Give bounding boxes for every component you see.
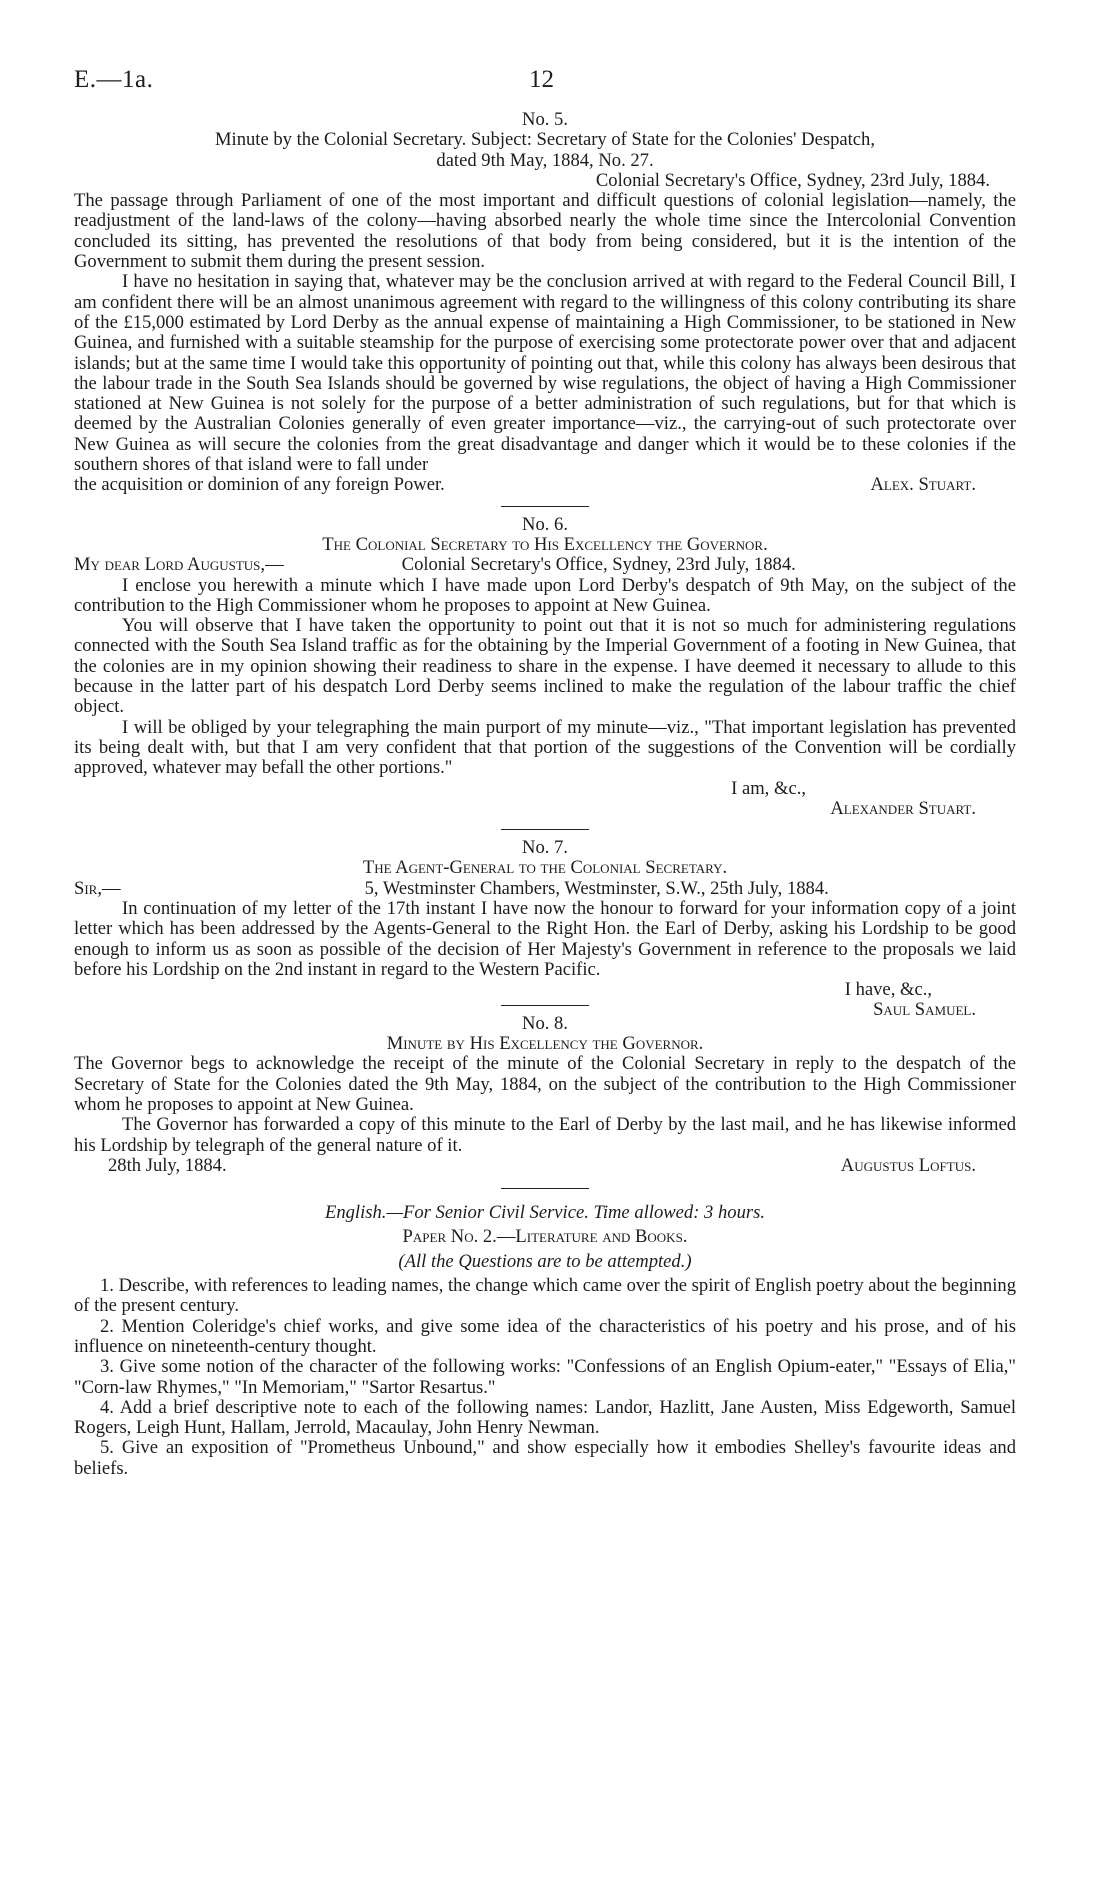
place-date: Colonial Secretary's Office, Sydney, 23rd July, 1884.	[595, 169, 990, 191]
signature: Alex. Stuart.	[870, 474, 976, 496]
item-heading: Minute by His Excellency the Governor.	[386, 1033, 704, 1055]
paragraph: I enclose you herewith a minute which I have made upon Lord Derby's despatch of 9th May, on the subject of the contribution to the High Commissioner whom he proposes to appoint at New Guinea.	[74, 574, 1016, 616]
paragraph: The Governor has forwarded a copy of this minute to the Earl of Derby by the last mail, and he has likewise informed his Lordship by telegraph of the general nature of it.	[74, 1114, 1016, 1156]
item-heading: The Agent-General to the Colonial Secretary.	[362, 857, 728, 879]
exam-question: 2. Mention Coleridge's chief works, and give some idea of the characteristics of his poetry and his prose, and of his influence on nineteenth-century thought.	[74, 1315, 1016, 1357]
exam-paper-title: Paper No. 2.—Literature and Books.	[402, 1226, 688, 1248]
item-number: No. 7.	[522, 837, 568, 859]
salutation: Sir,—	[74, 877, 121, 899]
exam-title: English.—For Senior Civil Service. Time allowed: 3 hours.	[324, 1202, 766, 1224]
item-number: No. 5.	[522, 109, 568, 130]
signature: Augustus Loftus.	[840, 1154, 976, 1176]
divider	[501, 829, 589, 830]
divider	[501, 506, 589, 507]
paragraph: I will be obliged by your telegraphing the main purport of my minute—viz., "That important legislation has prevented its being dealt with, but that I am very confident that that portion of the suggestions of the Convention will be cordially approved, whatever may befall the other portions."	[74, 716, 1016, 779]
closing: I am, &c.,	[731, 777, 806, 799]
place-date: 5, Westminster Chambers, Westminster, S.W., 25th July, 1884.	[364, 877, 829, 899]
exam-paper	[74, 1203, 1016, 1479]
item-subject: Minute by the Colonial Secretary. Subject: Secretary of State for the Colonies' Despatch,	[215, 129, 875, 151]
paragraph-end: the acquisition or dominion of any foreign Power.	[74, 474, 445, 496]
item-number: No. 8.	[522, 1012, 568, 1034]
item-heading: The Colonial Secretary to His Excellency the Governor.	[322, 533, 768, 555]
salutation-line	[74, 555, 1016, 575]
closing: I have, &c.,	[844, 979, 932, 1001]
item-number: No. 6.	[522, 513, 568, 535]
signature: Alexander Stuart.	[830, 797, 976, 819]
paragraph: The passage through Parliament of one of the most important and difficult questions of colonial legislation—namely, the readjustment of the land-laws of the colony—having absorbed nearly the whole time since the Intercolonial Convention concluded its sitting, has prevented the resolutions of that body from being considered, but it is the intention of the Government to submit them during the present session.	[74, 190, 1016, 273]
item-no-7	[74, 838, 1016, 1021]
item-subject-date: dated 9th May, 1884, No. 27.	[436, 149, 654, 171]
exam-instruction: (All the Questions are to be attempted.)	[398, 1250, 692, 1272]
paragraph: You will observe that I have taken the opportunity to point out that it is not so much for administering regulations connected with the South Sea Island traffic as for the obtaining by the Imperial Government of a footing in New Guinea, that the colonies are in my opinion showing their readiness to share in the expense. I have deemed it necessary to allude to this because in the latter part of his despatch Lord Derby seems inclined to make the regulation of the labour traffic the chief object.	[74, 615, 1016, 718]
exam-question: 4. Add a brief descriptive note to each of the following names: Landor, Hazlitt, Jane Austen, Miss Edgeworth, Samuel Rogers, Leigh Hunt, Hallam, Jerrold, Macaulay, John Henry Newman.	[74, 1396, 1016, 1439]
divider	[501, 1005, 589, 1006]
closing-line	[74, 1156, 1016, 1176]
paragraph: I have no hesitation in saying that, whatever may be the conclusion arrived at with regard to the Federal Council Bill, I am confident there will be an almost unanimous agreement with regard to the willingness of this colony contributing its share of the £15,000 estimated by Lord Derby as the annual expense of maintaining a High Commissioner, to be stationed in New Guinea, and furnished with a suitable steamship for the purpose of exercising some protectorate power over that and adjacent islands; but at the same time I would take this opportunity of pointing out that, while this colony has always been desirous that the labour trade in the South Sea Islands should be governed by wise regulations, the object of having a High Commissioner stationed at New Guinea is not solely for the purpose of a better administration of such regulations, but for that which is deemed by the Australian Colonies generally of even greater importance—viz., the carrying-out of such protectorate over New Guinea as will secure the colonies from the great disadvantage and danger which it would be to these colonies if the southern shores of that island were to fall under	[74, 271, 1016, 476]
section-code: E.—1a.	[74, 66, 154, 93]
paragraph: The Governor begs to acknowledge the receipt of the minute of the Colonial Secretary in reply to the despatch of the Secretary of State for the Colonies dated the 9th May, 1884, on the subject of the contribution to the High Commissioner whom he proposes to appoint at New Guinea.	[74, 1053, 1016, 1115]
exam-question: 3. Give some notion of the character of the following works: "Confessions of an English Opium-eater," "Essays of Elia," "Corn-law Rhymes," "In Memoriam," "Sartor Resartus."	[74, 1356, 1016, 1398]
exam-question: 1. Describe, with references to leading names, the change which came over the spirit of English poetry about the beginning of the present century.	[74, 1275, 1016, 1317]
place-date: Colonial Secretary's Office, Sydney, 23rd July, 1884.	[401, 554, 796, 576]
item-no-8	[74, 1014, 1016, 1176]
item-no-6	[74, 515, 1016, 819]
signature: Saul Samuel.	[873, 999, 976, 1021]
paragraph: In continuation of my letter of the 17th instant I have now the honour to forward for your information copy of a joint letter which has been addressed by the Agents-General to the Right Hon. the Earl of Derby, asking his Lordship to be good enough to inform us as soon as possible of the decision of Her Majesty's Government in reference to the proposals we laid before his Lordship on the 2nd instant in regard to the Western Pacific.	[74, 897, 1016, 980]
minute-date: 28th July, 1884.	[108, 1154, 227, 1176]
salutation: My dear Lord Augustus,—	[74, 554, 284, 576]
page-number: 12	[529, 66, 554, 93]
exam-question: 5. Give an exposition of "Prometheus Unbound," and show especially how it embodies Shelley's favourite ideas and beliefs.	[74, 1437, 1016, 1479]
page-header	[74, 66, 1016, 110]
divider	[501, 1188, 589, 1189]
salutation-line	[74, 879, 1016, 899]
closing-line	[74, 475, 1016, 495]
item-no-5	[74, 110, 1016, 496]
